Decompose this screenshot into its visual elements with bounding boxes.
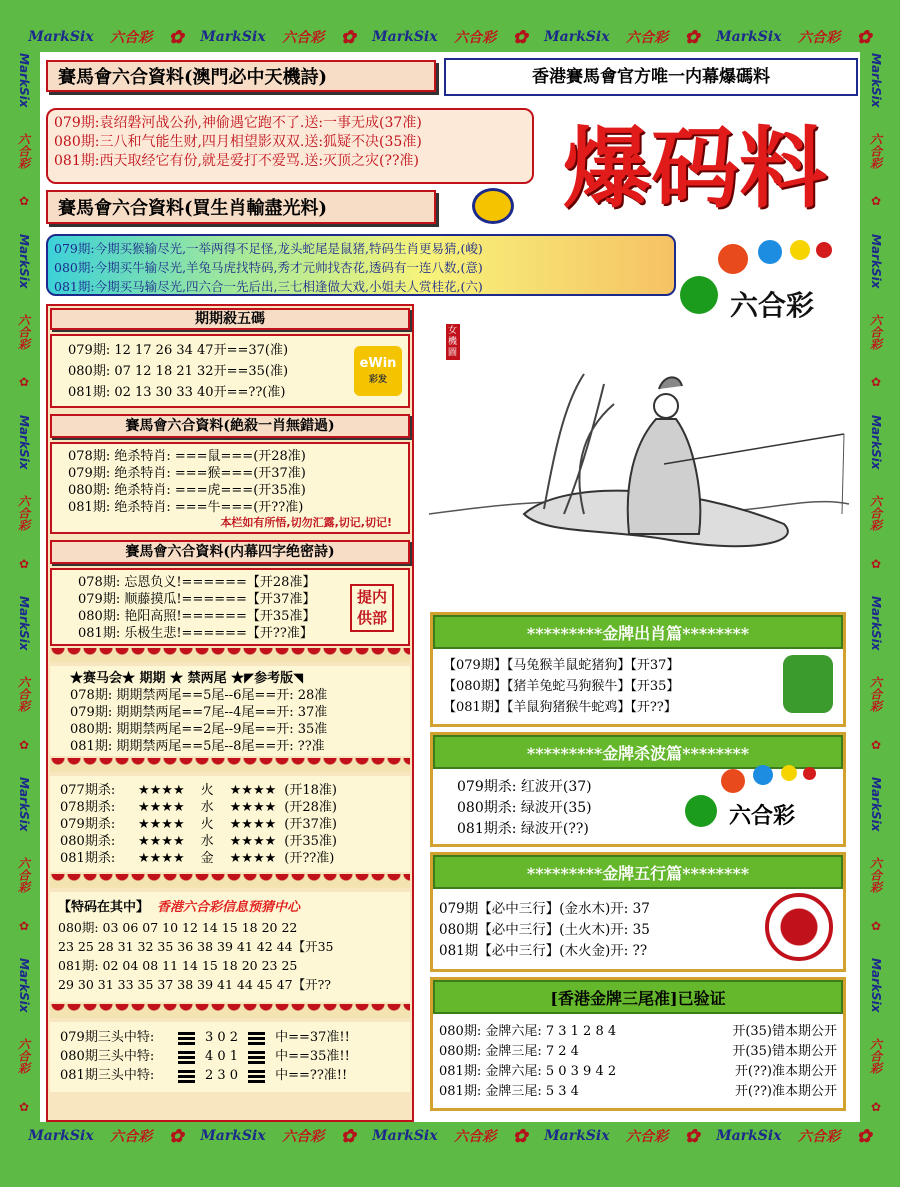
gold-zodiac-row: 【081期】【羊鼠狗猪猴牛蛇鸡】【开??】	[443, 700, 677, 715]
lhc-logo-text: 六合彩	[16, 495, 31, 532]
tema-row: 080期: 03 06 07 10 12 14 15 18 20 22	[58, 920, 298, 935]
star-kill-row	[60, 782, 400, 799]
marksix-logo-text: MarkSix	[372, 29, 438, 45]
star-kill-period: 079期杀:	[60, 817, 116, 832]
hexagram-icon	[248, 1032, 265, 1035]
three-heads-result: 中==35准!!	[275, 1049, 350, 1064]
gold-tail-row	[439, 1082, 837, 1102]
flower-icon: ✿	[17, 918, 31, 933]
fishing-woman-illustration	[424, 314, 854, 604]
lhc-logo-text: 六合彩	[16, 1038, 31, 1075]
lhc-logo-text: 六合彩	[16, 132, 31, 169]
kill-zodiac-row: 079期: 绝杀特肖: ===猴===(开37准)	[68, 466, 306, 481]
star-kill-row	[60, 799, 400, 816]
marksix-logo-text: MarkSix	[17, 596, 31, 651]
gold-wave-row: 079期杀: 红波开(37)	[457, 779, 592, 795]
gold-zodiac-row: 【079期】【马兔猴羊鼠蛇猪狗】【开37】	[443, 658, 680, 673]
gold-wave-row: 081期杀: 绿波开(??)	[457, 821, 589, 837]
marksix-logo-text: MarkSix	[869, 958, 883, 1013]
secret-header: 賽馬會六合資料(内幕四字绝密詩)	[50, 540, 410, 564]
gold-tail-numbers: 080期: 金牌三尾: 7 2 4	[439, 1044, 579, 1059]
gold-tail-result: 开(35)错本期公开	[732, 1044, 837, 1059]
marksix-logo-text: MarkSix	[869, 52, 883, 108]
three-heads-period: 079期三头中特:	[60, 1030, 155, 1045]
lhc-logo-text: 六合彩	[626, 30, 669, 46]
marksix-logo-text: MarkSix	[17, 777, 31, 832]
marksix-logo-text: MarkSix	[869, 415, 883, 470]
marksix-logo-text: MarkSix	[28, 1128, 94, 1144]
lhc-logo-text: 六合彩	[454, 30, 497, 46]
star-kill-result: (开35准)	[284, 834, 337, 849]
gold-tail-numbers: 080期: 金牌六尾: 7 3 1 2 8 4	[439, 1024, 617, 1039]
stamp-internal: 提内供部	[350, 584, 394, 632]
kill-zodiac-header: 賽馬會六合資料(絶殺一肖無錯過)	[50, 414, 410, 438]
kill5-header: 期期殺五碼	[50, 308, 410, 330]
hexagram-icon	[178, 1070, 195, 1073]
tail-ban-row: 080期: 期期禁两尾==2尾--9尾==开: 35准	[70, 722, 328, 737]
tail-ban-row: 078期: 期期禁两尾==5尾--6尾==开: 28准	[70, 688, 328, 703]
banner-tianji: 賽馬會六合資料(澳門必中天機詩)	[46, 60, 436, 92]
gold-five-row: 080期【必中三行】(土火木)开: 35	[439, 922, 650, 938]
poem-line: 079期:袁绍磐河战公孙,神偷遇它跑不了.送:一事无成(37准)	[54, 115, 422, 131]
lhc-logo-text: 六合彩	[868, 676, 883, 713]
lhc-logo-text: 六合彩	[16, 313, 31, 350]
flower-icon: ✿	[168, 26, 184, 48]
hk-emblem-icon	[765, 893, 833, 961]
secret-row: 080期: 艳阳高照!======【开35准】	[78, 609, 316, 624]
tail-ban-row: 079期: 期期禁两尾==7尾--4尾==开: 37准	[70, 705, 328, 720]
marksix-logo-text: MarkSix	[544, 29, 610, 45]
star-kill-result: (开??准)	[284, 851, 335, 866]
marksix-logo-text: MarkSix	[200, 1128, 266, 1144]
gold-tail-row	[439, 1022, 837, 1042]
lhc-logo-text: 六合彩	[868, 1038, 883, 1075]
star-kill-row	[60, 816, 400, 833]
marksix-logo-text: MarkSix	[716, 1128, 782, 1144]
gold-zodiac-header: *********金牌出肖篇********	[433, 615, 843, 649]
star-kill-element: 火	[200, 817, 214, 832]
stars-icon: ★★★★	[138, 851, 185, 866]
gold-tail-panel	[430, 977, 846, 1111]
three-heads-period: 080期三头中特:	[60, 1049, 155, 1064]
ewin-logo	[354, 346, 402, 396]
tail-ban-title: ★赛马会★ 期期 ★ 禁两尾 ★◤参考版◥	[70, 671, 304, 686]
kill-zodiac-panel	[50, 442, 410, 534]
ewin-logo-text: eWin	[359, 356, 397, 371]
kill5-row: 079期: 12 17 26 34 47开==37(准)	[68, 343, 289, 358]
flower-icon: ✿	[340, 26, 356, 48]
marksix-logo-text: MarkSix	[544, 1128, 610, 1144]
star-kill-result: (开28准)	[284, 800, 337, 815]
lose-line: 080期:今期买牛输尽光,羊兔马虎找特码,秀才元帅找杏花,透码有一连八数,(意)	[54, 260, 483, 275]
poem-box	[46, 108, 534, 184]
stars-icon: ★★★★	[229, 851, 277, 866]
flower-icon: ✿	[869, 1099, 883, 1114]
marksix-logo-text: MarkSix	[869, 777, 883, 832]
gold-wave-header: *********金牌杀波篇********	[433, 735, 843, 769]
tema-title: 香港六合彩信息预猜中心	[157, 900, 301, 915]
flower-icon: ✿	[512, 1125, 528, 1147]
lhc-logo-small: 六合彩	[729, 803, 796, 829]
kill-zodiac-row: 081期: 绝杀特肖: ===牛===(开??准)	[68, 500, 304, 515]
flower-icon: ✿	[17, 375, 31, 390]
flower-icon: ✿	[856, 1125, 872, 1147]
kill-zodiac-note: 本栏如有所悟,切勿汇露,切记,切记!	[220, 516, 392, 529]
flower-icon: ✿	[869, 737, 883, 752]
lhc-logo-text: 六合彩	[110, 30, 153, 46]
three-heads-digits: 3 0 2	[205, 1030, 239, 1045]
gold-five-panel	[430, 852, 846, 972]
marksix-logo-text: MarkSix	[200, 29, 266, 45]
poem-line: 080期:三八和气能生财,四月相望影双双.送:狐疑不决(35准)	[54, 134, 422, 150]
flower-icon: ✿	[17, 1099, 31, 1114]
border-strip-top	[20, 22, 880, 52]
lhc-logo-text: 六合彩	[868, 857, 883, 894]
flower-icon: ✿	[869, 375, 883, 390]
left-column	[46, 304, 414, 1122]
stars-icon: ★★★★	[138, 817, 185, 832]
flower-icon: ✿	[17, 194, 31, 209]
hand-icon	[783, 655, 833, 713]
flower-icon: ✿	[17, 556, 31, 571]
flower-icon: ✿	[512, 26, 528, 48]
kill5-row: 080期: 07 12 18 21 32开==35(准)	[68, 364, 289, 379]
horse-emblem-icon	[472, 188, 514, 224]
marksix-logo-text: MarkSix	[869, 596, 883, 651]
flower-icon: ✿	[340, 1125, 356, 1147]
hexagram-icon	[248, 1051, 265, 1054]
gold-wave-row: 080期杀: 绿波开(35)	[457, 800, 592, 816]
kill-zodiac-row: 080期: 绝杀特肖: ===虎===(开35准)	[68, 483, 306, 498]
secret-row: 079期: 顺藤摸瓜!======【开37准】	[78, 592, 316, 607]
tema-row: 29 30 31 33 35 37 38 39 41 44 45 47【开??	[58, 977, 331, 992]
stars-icon: ★★★★	[138, 834, 185, 849]
kill5-row: 081期: 02 13 30 33 40开==??(准)	[68, 385, 286, 400]
star-kill-period: 077期杀:	[60, 783, 116, 798]
gold-tail-row	[439, 1062, 837, 1082]
flower-icon: ✿	[869, 194, 883, 209]
star-kill-period: 078期杀:	[60, 800, 116, 815]
lhc-logo-text: 六合彩	[282, 30, 325, 46]
three-heads-period: 081期三头中特:	[60, 1068, 155, 1083]
marksix-logo-text: MarkSix	[716, 29, 782, 45]
gold-tail-result: 开(??)准本期公开	[734, 1064, 837, 1079]
lhc-logo-text: 六合彩	[798, 30, 841, 46]
lhc-logo-text: 六合彩	[868, 495, 883, 532]
flower-icon: ✿	[168, 1125, 184, 1147]
kill5-panel	[50, 334, 410, 408]
star-kill-result: (开37准)	[284, 817, 337, 832]
marksix-logo-text: MarkSix	[17, 52, 31, 108]
lhc-logo-text: 六合彩	[868, 132, 883, 169]
lhc-logo-text: 六合彩	[868, 313, 883, 350]
lhc-logo-text: 六合彩	[16, 676, 31, 713]
hexagram-icon	[178, 1051, 195, 1054]
lhc-logo-text: 六合彩	[454, 1129, 497, 1145]
border-strip-bottom	[20, 1121, 880, 1151]
tail-ban-panel	[50, 666, 410, 756]
star-kill-row	[60, 833, 400, 850]
tema-row: 081期: 02 04 08 11 14 15 18 20 23 25	[58, 958, 298, 973]
divider	[50, 648, 410, 662]
three-heads-result: 中==??准!!	[275, 1068, 348, 1083]
banner-lose: 賽馬會六合資料(買生肖輸盡光料)	[46, 190, 436, 224]
gold-tail-numbers: 081期: 金牌六尾: 5 0 3 9 4 2	[439, 1064, 617, 1079]
star-kill-panel	[50, 776, 410, 872]
lhc-logo-text: 六合彩	[798, 1129, 841, 1145]
flower-icon: ✿	[869, 556, 883, 571]
big-title: 爆码料	[562, 116, 827, 220]
three-heads-row	[60, 1047, 400, 1066]
secret-row: 081期: 乐极生悲!======【开??准】	[78, 626, 313, 641]
gold-tail-numbers: 081期: 金牌三尾: 5 3 4	[439, 1084, 579, 1099]
tail-ban-row: 081期: 期期禁两尾==5尾--8尾==开: ??准	[70, 739, 325, 754]
flower-icon: ✿	[684, 26, 700, 48]
star-kill-period: 081期杀:	[60, 851, 116, 866]
stars-icon: ★★★★	[229, 817, 277, 832]
ewin-logo-sub: 彩发	[368, 375, 387, 385]
flower-icon: ✿	[856, 26, 872, 48]
gold-tail-result: 开(??)准本期公开	[734, 1084, 837, 1099]
lose-line: 081期:今期买马输尽光,四六合一先后出,三七相逢做大戏,小姐夫人赏桂花,(六)	[54, 279, 483, 294]
lose-box	[46, 234, 676, 296]
three-heads-panel	[50, 1022, 410, 1092]
hexagram-icon	[178, 1032, 195, 1035]
lhc-logo-text: 六合彩	[282, 1129, 325, 1145]
hexagram-icon	[248, 1070, 265, 1073]
flower-icon: ✿	[17, 737, 31, 752]
content-area	[40, 52, 860, 1122]
gold-tail-header: [香港金牌三尾准]已验证	[433, 980, 843, 1014]
tema-row: 23 25 28 31 32 35 36 38 39 41 42 44【开35	[58, 939, 334, 954]
gold-zodiac-panel	[430, 612, 846, 727]
stars-icon: ★★★★	[229, 834, 277, 849]
poem-line: 081期:西天取经它有份,就是爱打不爱骂.送:灭顶之灾(??准)	[54, 153, 419, 169]
gold-five-row: 081期【必中三行】(木火金)开: ??	[439, 943, 648, 959]
stars-icon: ★★★★	[229, 783, 277, 798]
stars-icon: ★★★★	[229, 800, 277, 815]
lose-line: 079期:今期买猴输尽光,一举两得不足怪,龙头蛇尾是鼠猪,特码生肖更易猜,(峻)	[54, 241, 483, 256]
stars-icon: ★★★★	[138, 783, 185, 798]
star-kill-result: (开18准)	[284, 783, 337, 798]
star-kill-element: 金	[200, 851, 214, 866]
gold-tail-row	[439, 1042, 837, 1062]
border-strip-left	[12, 40, 36, 1127]
gold-wave-panel	[430, 732, 846, 847]
lhc-logo: 六合彩	[730, 289, 815, 322]
border-strip-right	[864, 40, 888, 1127]
gold-zodiac-row: 【080期】【猪羊兔蛇马狗猴牛】【开35】	[443, 679, 680, 694]
gold-five-row: 079期【必中三行】(金水木)开: 37	[439, 901, 650, 917]
lhc-logo-text: 六合彩	[626, 1129, 669, 1145]
marksix-logo-text: MarkSix	[28, 29, 94, 45]
gold-tail-result: 开(35)错本期公开	[732, 1024, 837, 1039]
divider	[50, 758, 410, 772]
star-kill-element: 火	[200, 783, 214, 798]
star-kill-row	[60, 850, 400, 867]
star-kill-element: 水	[200, 834, 214, 849]
marksix-logo-text: MarkSix	[17, 415, 31, 470]
secret-row: 078期: 忘恩负义!======【开28准】	[78, 575, 316, 590]
three-heads-digits: 4 0 1	[205, 1049, 239, 1064]
lhc-logo-text: 六合彩	[110, 1129, 153, 1145]
marksix-logo-text: MarkSix	[869, 233, 883, 289]
kill-zodiac-row: 078期: 绝杀特肖: ===鼠===(开28准)	[68, 449, 306, 464]
flower-icon: ✿	[684, 1125, 700, 1147]
secret-panel	[50, 568, 410, 646]
tema-panel	[50, 892, 410, 1002]
marksix-logo-text: MarkSix	[372, 1128, 438, 1144]
stars-icon: ★★★★	[138, 800, 185, 815]
tema-label: 【特码在其中】	[58, 900, 150, 915]
flower-icon: ✿	[869, 918, 883, 933]
divider	[50, 874, 410, 888]
star-kill-period: 080期杀:	[60, 834, 116, 849]
nvji-tag: 女機圖	[448, 326, 458, 358]
tagline: 香港賽馬會官方唯一内幕爆碼料	[444, 58, 858, 96]
three-heads-digits: 2 3 0	[205, 1068, 239, 1083]
lhc-logo-text: 六合彩	[16, 857, 31, 894]
marksix-logo-text: MarkSix	[17, 958, 31, 1013]
three-heads-row	[60, 1066, 400, 1085]
divider	[50, 1004, 410, 1018]
gold-five-header: *********金牌五行篇********	[433, 855, 843, 889]
three-heads-row	[60, 1028, 400, 1047]
marksix-logo-text: MarkSix	[17, 233, 31, 289]
three-heads-result: 中==37准!!	[275, 1030, 350, 1045]
star-kill-element: 水	[200, 800, 214, 815]
